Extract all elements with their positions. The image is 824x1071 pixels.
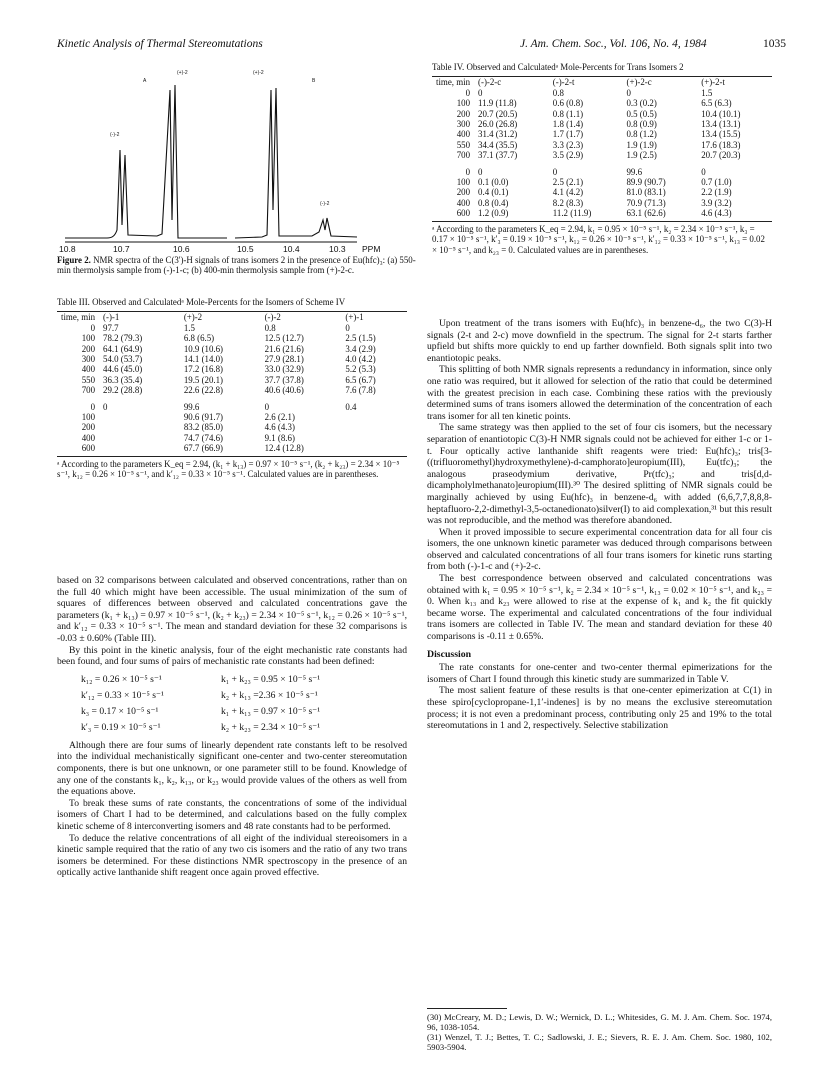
figure-2-caption [57, 255, 417, 276]
t4-footnote: ᵃ According to the parameters K_eq = 2.94, k₁ = 0.95 × 10⁻⁵ s⁻¹, k₂ = 2.34 × 10⁻⁵ s⁻¹, k₃ = 0.17 × 10⁻⁵ s⁻¹, k′₃ = 0.19 × 10⁻⁵ s⁻¹, k₁₂ = 0.26 × 10⁻⁵ s⁻¹, k′₁₂ = 0.33 × 10⁻⁵ s⁻¹, k₁₃ = 0.02 × 10⁻⁵ s⁻¹, and k₂₃ = 0. Calculated values are in parentheses. [432, 223, 765, 255]
left-p2: By this point in the kinetic analysis, four of the eight mechanistic rate constants had been found, and four sums of pairs of mechanistic rate constants had been defined: [57, 644, 407, 668]
t3-cell: 0 [345, 322, 350, 333]
table-row [57, 412, 407, 422]
equation: k₂ + k₂₃ = 2.34 × 10⁻⁵ s⁻¹ [221, 721, 321, 733]
t3-cell: 550 [81, 374, 96, 385]
t4-cell: 0.7 (1.0) [701, 177, 732, 188]
t4-cell: 0 [478, 166, 483, 177]
t4-cell: 3.3 (2.3) [552, 139, 584, 150]
t4-cell: 63.1 (62.6) [626, 208, 666, 219]
t3-cell [99, 422, 180, 432]
t3-cell: 600 [81, 443, 96, 454]
table-row [432, 167, 772, 177]
tick-10-5: 10.5 [237, 244, 254, 254]
t3-cell: 2.5 (1.5) [345, 333, 376, 344]
t3-cell [99, 412, 180, 422]
tick-10-4: 10.4 [283, 244, 300, 254]
right-p2: This splitting of both NMR signals represents a redundancy in information, since only one ratio was required, but it allowed for selection of the ratio that could be determined with the greatest precision in each case. Combining these ratios with the previously determined sums of trans isomers allowed the determination of the concentration of each trans isomer for all ten kinetic points. [427, 364, 772, 422]
t3-cell [341, 443, 407, 453]
t4-header-c4: (+)-2-t [701, 77, 725, 88]
t4-cell: 0.3 (0.2) [626, 98, 657, 109]
table-row [57, 375, 407, 385]
t4-cell: 26.0 (26.8) [478, 119, 518, 130]
t4-cell: 400 [456, 197, 471, 208]
t4-cell: 2.5 (2.1) [552, 177, 584, 188]
tick-10-6: 10.6 [173, 244, 190, 254]
t4-cell: 2.2 (1.9) [701, 187, 732, 198]
equation: k₁₂ = 0.26 × 10⁻⁵ s⁻¹ [81, 673, 162, 685]
peak-label-2: (-)-2 [110, 132, 120, 138]
page-number: 1035 [763, 38, 786, 50]
equation: k′₁₂ = 0.33 × 10⁻⁵ s⁻¹ [81, 689, 164, 701]
t4-block-2 [432, 167, 772, 219]
left-p3: Although there are four sums of linearly dependent rate constants left to be resolved into the individual mechanistically significant one-center and two-center stereomutation components, there is but one unknown, or one parameter still to be found. Knowledge of any one of the constants k₁, k₂, k₁₃, or k₂₃ would provide values of the others as well from the equations above. [57, 739, 407, 798]
t4-cell: 0 [701, 166, 706, 177]
t4-cell: 3.5 (2.9) [552, 150, 584, 161]
t4-cell: 4.1 (4.2) [552, 187, 584, 198]
t3-cell: 1.5 [183, 322, 195, 333]
caption-label: Figure 2. [57, 255, 91, 265]
t4-cell: 70.9 (71.3) [626, 197, 666, 208]
t3-cell: 200 [81, 422, 96, 433]
figure-2 [57, 60, 417, 255]
t3-cell: 21.6 (21.6) [264, 343, 304, 354]
t3-cell: 0 [90, 401, 96, 412]
t3-cell: 99.6 [183, 401, 200, 412]
left-p4: To break these sums of rate constants, the concentrations of some of the individual isomers of Chart I had to be determined, and calculations based on the fully complex kinetic scheme of 8 interconverting isomers and 48 rate constants had to be performed. [57, 797, 407, 832]
t3-cell: 6.5 (6.7) [345, 374, 376, 385]
t4-cell: 31.4 (31.2) [478, 129, 518, 140]
t3-cell: 3.4 (2.9) [345, 343, 376, 354]
t3-cell: 300 [81, 354, 96, 365]
table-row [57, 323, 407, 333]
t3-header-c3: (-)-2 [264, 312, 281, 323]
table-4-title: Table IV. Observed and Calculatedᵃ Mole-Percents for Trans Isomers 2 [432, 62, 684, 72]
spectrum-a [65, 85, 227, 238]
table-row [57, 364, 407, 374]
t4-cell: 400 [456, 129, 471, 140]
t3-cell: 400 [81, 364, 96, 375]
t3-cell: 6.8 (6.5) [183, 333, 215, 344]
table-row [432, 187, 772, 197]
table-row [57, 333, 407, 343]
t3-cell: 0 [103, 401, 108, 412]
t4-cell: 300 [456, 119, 471, 130]
t3-cell: 27.9 (28.1) [264, 354, 304, 365]
t3-cell: 7.6 (7.8) [345, 385, 376, 396]
t3-cell: 19.5 (20.1) [183, 374, 224, 385]
t4-cell: 89.9 (90.7) [626, 177, 666, 188]
t4-cell: 4.6 (4.3) [701, 208, 732, 219]
t4-cell: 17.6 (18.3) [701, 139, 741, 150]
equation: k₃ = 0.17 × 10⁻⁵ s⁻¹ [81, 705, 159, 717]
tick-10-7: 10.7 [113, 244, 130, 254]
t3-cell: 44.6 (45.0) [103, 364, 143, 375]
t3-cell: 4.6 (4.3) [264, 422, 295, 433]
t3-header-c2: (+)-2 [183, 312, 203, 323]
table-4 [432, 62, 772, 255]
left-p5: To deduce the relative concentrations of all eight of the individual stereoisomers in a kinetic sample required that the ratio of any two cis isomers and the ratio of any two trans isomers be determined. For these distinctions NMR spectroscopy in the presence of an optically active lanthanide shift reagent once again proved effective. [57, 832, 407, 879]
t4-cell: 600 [456, 208, 471, 219]
t3-cell: 100 [81, 333, 96, 344]
t4-cell: 0.8 (0.4) [478, 197, 509, 208]
t4-cell: 700 [456, 150, 471, 161]
equation: k₁ + k₁₃ = 0.97 × 10⁻⁵ s⁻¹ [221, 705, 321, 717]
t3-cell: 200 [81, 343, 96, 354]
t3-cell: 5.2 (5.3) [345, 364, 376, 375]
t4-cell: 550 [456, 139, 471, 150]
t3-cell: 700 [81, 385, 96, 396]
table-row [57, 422, 407, 432]
table-row [432, 140, 772, 150]
panel-a-label: A [143, 78, 147, 84]
t4-cell: 1.2 (0.9) [478, 208, 509, 219]
rate-equations [81, 672, 407, 736]
t4-cell: 1.7 (1.7) [552, 129, 584, 140]
equation-row [81, 704, 407, 720]
t4-cell: 99.6 [626, 166, 643, 177]
t4-cell: 1.9 (1.9) [626, 139, 657, 150]
t3-block-1 [57, 323, 407, 396]
t4-cell: 0 [465, 87, 471, 98]
right-p1: Upon treatment of the trans isomers with Eu(hfc)₃ in benzene-d₆, the two C(3)-H signals (2-t and 2-c) move downfield in the spectrum. The signal for 2-t starts farther upfield but shifts more quickly to end up farther downfield. Both signals split into two enantiotopic peaks. [427, 318, 772, 364]
t3-cell: 0 [90, 322, 96, 333]
t3-cell: 9.1 (8.6) [264, 432, 295, 443]
t4-cell: 0 [552, 166, 558, 177]
t4-header-c3: (+)-2-c [626, 77, 652, 88]
t3-cell: 54.0 (53.7) [103, 354, 143, 365]
right-p5: The best correspondence between observed and calculated concentrations was obtained with k₁ = 0.95 × 10⁻⁵ s⁻¹, k₂ = 2.34 × 10⁻⁵ s⁻¹, k₁₃ = 0.02 × 10⁻⁵ s⁻¹, and k₂₃ = 0. When k₁₃ and k₂₃ were allowed to rise at the expense of k₁ and k₂ the fit quickly became worse. The experimental and calculated concentrations of the four individual trans isomers are collected in Table IV. The mean and standard deviation for these 40 comparisons is -0.11 ± 0.65%. [427, 573, 772, 643]
t3-cell: 22.6 (22.8) [183, 385, 224, 396]
t4-block-1 [432, 88, 772, 161]
t3-cell: 67.7 (66.9) [183, 443, 224, 454]
t3-cell: 12.5 (12.7) [264, 333, 304, 344]
t4-cell: 20.7 (20.5) [478, 108, 518, 119]
table-row [432, 88, 772, 98]
t4-cell: 100 [456, 98, 471, 109]
table-row [432, 177, 772, 187]
footnotes [427, 1008, 772, 1052]
right-p4: When it proved impossible to secure experimental concentration data for all four cis isomers, the one unknown kinetic parameter was deduced through comparisons between observed and calculated concentrations of all four trans isomers for kinetic runs starting from both (-)-1-c and (+)-2-c. [427, 526, 772, 573]
t3-block-2 [57, 402, 407, 454]
t3-cell: 64.1 (64.9) [103, 343, 143, 354]
t4-cell: 8.2 (8.3) [552, 197, 584, 208]
t3-footnote: ᵃ According to the parameters K_eq = 2.94, (k₁ + k₁₃) = 0.97 × 10⁻⁵ s⁻¹, (k₂ + k₂₃) = 2.34 × 10⁻⁵ s⁻¹, k₁₂ = 0.26 × 10⁻⁵ s⁻¹, and k′₁₂ = 0.33 × 10⁻⁵ s⁻¹. Calculated values are in parentheses. [57, 458, 400, 480]
t4-cell: 13.4 (15.5) [701, 129, 741, 140]
t3-cell [99, 443, 180, 453]
t3-cell [341, 422, 407, 432]
t4-cell: 200 [456, 187, 471, 198]
t4-cell: 0.8 [552, 87, 564, 98]
t4-cell: 1.8 (1.4) [552, 119, 584, 130]
t3-cell: 83.2 (85.0) [183, 422, 224, 433]
t3-cell: 17.2 (16.8) [183, 364, 224, 375]
left-column-text [57, 575, 407, 879]
t4-cell: 11.2 (11.9) [552, 208, 592, 219]
discussion-heading: Discussion [427, 648, 472, 660]
t4-cell: 0 [465, 166, 471, 177]
right-column-text [427, 318, 772, 732]
equation: k′₃ = 0.19 × 10⁻⁵ s⁻¹ [81, 721, 161, 733]
t3-cell: 97.7 [103, 322, 119, 333]
running-head-title: Kinetic Analysis of Thermal Stereomutations [57, 38, 263, 50]
panel-b-label: B [312, 78, 316, 84]
t3-cell [99, 433, 180, 443]
t3-header-c4: (+)-1 [345, 312, 364, 323]
footnote-30: (30) McCreary, M. D.; Lewis, D. W.; Wernick, D. L.; Whitesides, G. M. J. Am. Chem. Soc. 1974, 96, 1038-1054. [427, 1012, 772, 1032]
t3-cell: 40.6 (40.6) [264, 385, 304, 396]
t3-cell: 14.1 (14.0) [183, 354, 224, 365]
t3-cell: 0.4 [345, 401, 357, 412]
left-p1: based on 32 comparisons between calculated and observed concentrations, rather than on the full 40 which might have been accessible. The usual minimization of the sum of squares of differences between observed and calculated concentrations gave the parameters (k₁ + k₁₃) = 0.97 × 10⁻⁵ s⁻¹, (k₂ + k₂₃) = 2.34 × 10⁻⁵ s⁻¹, k₁₂ = 0.26 × 10⁻⁵ s⁻¹, and k′₁₂ = 0.33 × 10⁻⁵ s⁻¹. The mean and standard deviation for these 32 comparisons is -0.03 ± 0.60% (Table III). [57, 575, 407, 644]
t3-cell: 90.6 (91.7) [183, 412, 224, 423]
t4-cell: 6.5 (6.3) [701, 98, 732, 109]
table-row [432, 150, 772, 160]
t3-cell: 33.0 (32.9) [264, 364, 304, 375]
table-3-title: Table III. Observed and Calculatedᵃ Mole-Percents for the Isomers of Scheme IV [57, 297, 346, 307]
table-row [57, 344, 407, 354]
t4-cell: 0.4 (0.1) [478, 187, 509, 198]
t3-cell: 2.6 (2.1) [264, 412, 295, 423]
t4-cell: 0.1 (0.0) [478, 177, 509, 188]
t3-cell: 29.2 (28.8) [103, 385, 143, 396]
spectrum-b [235, 88, 357, 238]
table-row [432, 198, 772, 208]
axis-unit: PPM [362, 244, 381, 254]
t4-cell: 1.5 [701, 87, 713, 98]
table-row [432, 119, 772, 129]
table-row [432, 109, 772, 119]
t4-cell: 10.4 (10.1) [701, 108, 741, 119]
t3-header-c1: (-)-1 [103, 312, 120, 323]
t4-cell: 0.6 (0.8) [552, 98, 584, 109]
t3-cell: 36.3 (35.4) [103, 374, 143, 385]
table-row [57, 433, 407, 443]
equation-row [81, 672, 407, 688]
t3-cell [341, 412, 407, 422]
t4-header-c1: (-)-2-c [478, 77, 502, 88]
t4-cell: 34.4 (35.5) [478, 139, 518, 150]
t4-cell: 0.8 (1.2) [626, 129, 657, 140]
t3-cell: 400 [81, 432, 96, 443]
t3-cell: 74.7 (74.6) [183, 432, 224, 443]
t4-cell: 0 [478, 87, 483, 98]
t4-cell: 0 [626, 87, 631, 98]
right-p7: The most salient feature of these results is that one-center epimerization at C(1) in these spiro[cyclopropane-1,1′-indenes] is by no means the exclusive stereomutation process; it is not even a predominant process, contributing only 25 and 19% to the total stereomutations in 1 and 2, respectively. Selective stabilization [427, 685, 772, 732]
t4-cell: 81.0 (83.1) [626, 187, 666, 198]
t3-cell [341, 433, 407, 443]
peak-label-1: (+)-2 [177, 70, 188, 76]
nmr-spectra [57, 60, 417, 255]
t4-cell: 0.5 (0.5) [626, 108, 657, 119]
table-row [432, 129, 772, 139]
journal-citation: J. Am. Chem. Soc., Vol. 106, No. 4, 1984 [520, 38, 707, 50]
t4-cell: 3.9 (3.2) [701, 197, 732, 208]
t3-cell: 4.0 (4.2) [345, 354, 376, 365]
peak-label-3: (+)-2 [253, 70, 264, 76]
t4-header-time: time, min [436, 77, 471, 88]
peak-label-4: (-)-2 [320, 201, 330, 207]
t4-header-c2: (-)-2-t [552, 77, 575, 88]
t3-cell: 37.7 (37.8) [264, 374, 304, 385]
t3-cell: 12.4 (12.8) [264, 443, 304, 454]
equation-row [81, 688, 407, 704]
t4-cell: 100 [456, 177, 471, 188]
equation: k₂ + k₁₃ =2.36 × 10⁻⁵ s⁻¹ [221, 689, 318, 701]
table-row [432, 208, 772, 218]
t3-cell: 78.2 (79.3) [103, 333, 143, 344]
tick-10-3: 10.3 [329, 244, 346, 254]
t3-cell: 0 [264, 401, 270, 412]
table-row [57, 354, 407, 364]
table-row [57, 443, 407, 453]
table-3 [57, 297, 407, 480]
right-p3: The same strategy was then applied to the set of four cis isomers, but the necessary separation of enantiotopic C(3)-H NMR signals could not be achieved for either 1-c or 1-t. Four optically active lanthanide shift reagents were tried: Eu(hfc)₃; tris[3-((trifluoromethyl)hydroxymethylene)-d-camphorato]europium(III), Eu(tfc)₃; the analogous praseodymium derivative, Pr(tfc)₃; and tris[d,d-dicampholylmethanato]europium(III).³⁰ The desired splitting of NMR signals could be marginally achieved by using Eu(hfc)₃ in benzene-d₆ with added (6,6,7,7,8,8,8-heptafluoro-2,2-dimethyl-3,5-octanedionato)silver(I) to aid complexation,³¹ but this result was not reproducible, and the method was therefore abandoned. [427, 422, 772, 527]
t3-cell: 10.9 (10.6) [183, 343, 224, 354]
t4-cell: 37.1 (37.7) [478, 150, 518, 161]
t4-cell: 0.8 (1.1) [552, 108, 584, 119]
t4-cell: 11.9 (11.8) [478, 98, 517, 109]
table-row [57, 385, 407, 395]
equation: k₁ + k₂₃ = 0.95 × 10⁻⁵ s⁻¹ [221, 673, 321, 685]
t4-cell: 20.7 (20.3) [701, 150, 741, 161]
t3-cell: 100 [81, 412, 96, 423]
t4-cell: 13.4 (13.1) [701, 119, 741, 130]
tick-10-8: 10.8 [59, 244, 76, 254]
right-p6: The rate constants for one-center and two-center thermal epimerizations for the isomers of Chart I found through this kinetic study are summarized in Table V. [427, 662, 772, 685]
t3-cell: 0.8 [264, 322, 276, 333]
table-row [432, 98, 772, 108]
equation-row [81, 720, 407, 736]
t4-cell: 0.8 (0.9) [626, 119, 657, 130]
t4-cell: 1.9 (2.5) [626, 150, 657, 161]
t4-cell: 200 [456, 108, 471, 119]
t3-header-time: time, min [61, 312, 96, 323]
footnote-31: (31) Wenzel, T. J.; Bettes, T. C.; Sadlowski, J. E.; Sievers, R. E. J. Am. Chem. Soc. 1980, 102, 5903-5904. [427, 1032, 772, 1052]
table-row [57, 402, 407, 412]
caption-text: NMR spectra of the C(3')-H signals of trans isomers 2 in the presence of Eu(hfc)₃: (a) 550-min thermolysis sample from (-)-1-c; (b) 400-min thermolysis sample from (+)-2-c. [57, 255, 416, 276]
